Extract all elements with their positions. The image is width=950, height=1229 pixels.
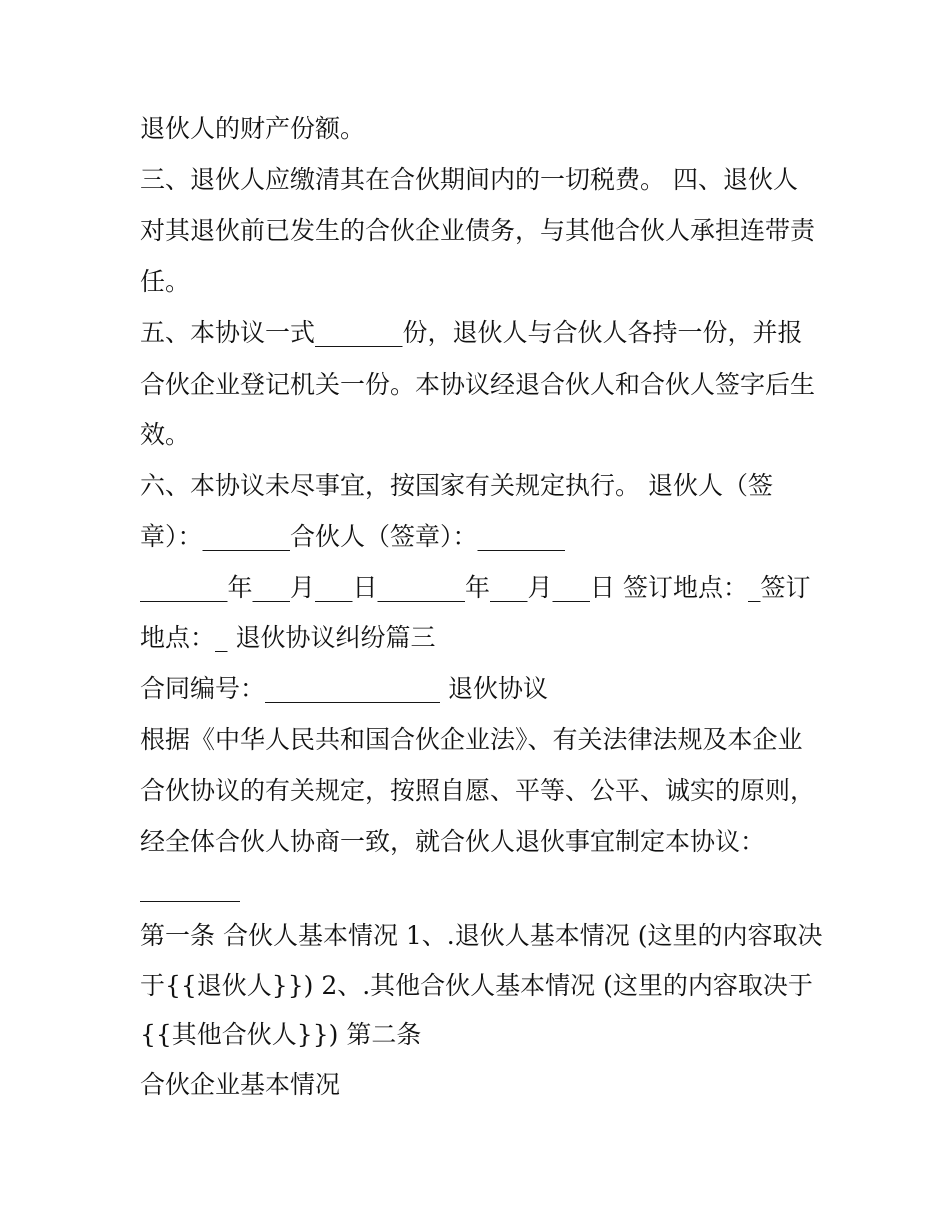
text-line: 六、本协议未尽事宜，按国家有关规定执行。 退伙人（签	[140, 471, 773, 500]
text-line: 任。	[140, 267, 191, 296]
text-line: 合伙企业基本情况	[140, 1070, 341, 1099]
text-line: 对其退伙前已发生的合伙企业债务，与其他合伙人承担连带责	[140, 216, 816, 245]
text-line: 第一条 合伙人基本情况 1、.退伙人基本情况 (这里的内容取决	[140, 921, 823, 950]
text-line: 退伙人的财产份额。	[140, 114, 366, 143]
text-line: 根据《中华人民共和国合伙企业法》、有关法律法规及本企业	[140, 725, 803, 754]
text-line: ________	[140, 873, 240, 902]
text-line: 三、退伙人应缴清其在合伙期间内的一切税费。 四、退伙人	[140, 165, 798, 194]
text-line: 合同编号：______________ 退伙协议	[140, 674, 548, 703]
text-line: 效。	[140, 420, 191, 449]
text-line: 五、本协议一式_______份，退伙人与合伙人各持一份，并报	[140, 318, 803, 347]
text-line: 合伙协议的有关规定，按照自愿、平等、公平、诚实的原则，	[140, 776, 816, 805]
text-line: 章）：_______合伙人（签章）：_______	[140, 522, 566, 551]
text-line: 地点：_ 退伙协议纠纷篇三	[140, 623, 436, 652]
text-line: 合伙企业登记机关一份。本协议经退合伙人和合伙人签字后生	[140, 370, 816, 399]
text-line: {{其他合伙人}}) 第二条	[140, 1020, 422, 1049]
text-line: 于{{退伙人}}) 2、.其他合伙人基本情况 (这里的内容取决于	[140, 971, 813, 1000]
text-line: _______年___月___日_______年___月___日 签订地点：_签订	[140, 573, 811, 602]
text-line: 经全体合伙人协商一致，就合伙人退伙事宜制定本协议：	[140, 827, 766, 856]
